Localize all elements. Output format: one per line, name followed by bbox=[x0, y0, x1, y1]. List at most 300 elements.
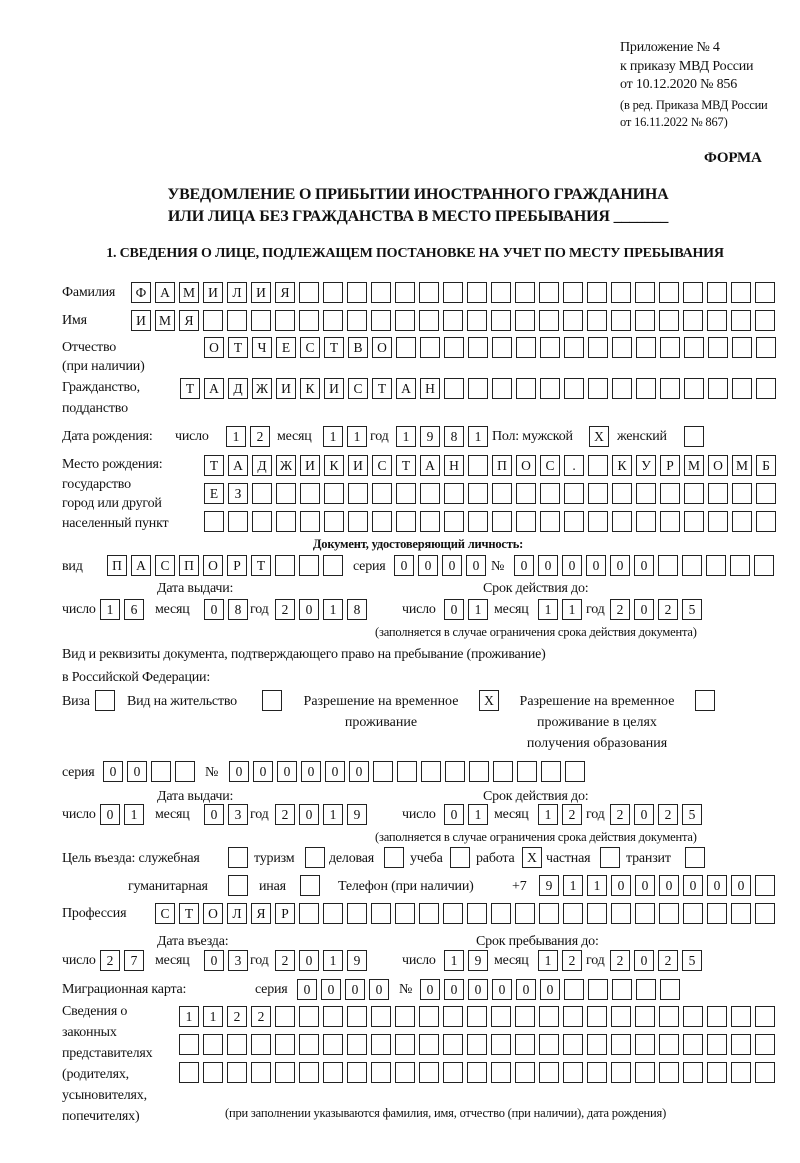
char-cell[interactable]: Ж bbox=[276, 455, 296, 476]
char-cell[interactable] bbox=[756, 483, 776, 504]
char-cell[interactable]: 2 bbox=[610, 599, 630, 620]
char-cell[interactable]: О bbox=[372, 337, 392, 358]
char-cell[interactable]: 0 bbox=[444, 804, 464, 825]
char-cell[interactable] bbox=[347, 1062, 367, 1083]
char-cell[interactable] bbox=[443, 903, 463, 924]
char-cell[interactable] bbox=[563, 1006, 583, 1027]
char-cell[interactable] bbox=[299, 1034, 319, 1055]
char-cell[interactable] bbox=[348, 483, 368, 504]
surname-field[interactable] bbox=[131, 282, 779, 304]
char-cell[interactable] bbox=[707, 903, 727, 924]
char-cell[interactable] bbox=[565, 761, 585, 782]
char-cell[interactable]: 0 bbox=[321, 979, 341, 1000]
char-cell[interactable] bbox=[203, 1062, 223, 1083]
char-cell[interactable]: Р bbox=[660, 455, 680, 476]
char-cell[interactable]: Е bbox=[276, 337, 296, 358]
char-cell[interactable] bbox=[443, 310, 463, 331]
char-cell[interactable] bbox=[444, 337, 464, 358]
char-cell[interactable] bbox=[635, 310, 655, 331]
char-cell[interactable]: Л bbox=[227, 903, 247, 924]
char-cell[interactable] bbox=[563, 903, 583, 924]
char-cell[interactable] bbox=[396, 483, 416, 504]
char-cell[interactable]: 0 bbox=[394, 555, 414, 576]
char-cell[interactable]: К bbox=[324, 455, 344, 476]
purpose-study-checkbox[interactable] bbox=[450, 847, 474, 869]
char-cell[interactable]: 1 bbox=[226, 426, 246, 447]
char-cell[interactable]: 1 bbox=[396, 426, 416, 447]
char-cell[interactable]: 0 bbox=[277, 761, 297, 782]
char-cell[interactable] bbox=[323, 1006, 343, 1027]
char-cell[interactable]: Е bbox=[204, 483, 224, 504]
temp-permit-checkbox[interactable] bbox=[479, 690, 503, 712]
citizenship-field[interactable] bbox=[180, 378, 780, 400]
char-cell[interactable] bbox=[564, 979, 584, 1000]
char-cell[interactable] bbox=[755, 1062, 775, 1083]
char-cell[interactable] bbox=[612, 979, 632, 1000]
id-issue-month-field[interactable] bbox=[204, 599, 252, 621]
char-cell[interactable]: 0 bbox=[418, 555, 438, 576]
char-cell[interactable]: Т bbox=[396, 455, 416, 476]
char-cell[interactable]: 1 bbox=[203, 1006, 223, 1027]
char-cell[interactable]: 1 bbox=[468, 426, 488, 447]
char-cell[interactable] bbox=[419, 903, 439, 924]
char-cell[interactable]: 2 bbox=[610, 950, 630, 971]
char-cell[interactable] bbox=[348, 511, 368, 532]
purpose-official-checkbox[interactable] bbox=[228, 847, 252, 869]
char-cell[interactable]: С bbox=[348, 378, 368, 399]
checkbox-cell[interactable] bbox=[684, 426, 704, 447]
id-issue-day-field[interactable] bbox=[100, 599, 148, 621]
char-cell[interactable]: 0 bbox=[301, 761, 321, 782]
char-cell[interactable]: К bbox=[300, 378, 320, 399]
char-cell[interactable] bbox=[635, 1034, 655, 1055]
char-cell[interactable] bbox=[707, 1006, 727, 1027]
char-cell[interactable]: У bbox=[636, 455, 656, 476]
char-cell[interactable]: Т bbox=[180, 378, 200, 399]
char-cell[interactable] bbox=[658, 555, 678, 576]
char-cell[interactable] bbox=[323, 1034, 343, 1055]
char-cell[interactable] bbox=[468, 378, 488, 399]
char-cell[interactable] bbox=[228, 511, 248, 532]
char-cell[interactable] bbox=[683, 1006, 703, 1027]
char-cell[interactable] bbox=[467, 1006, 487, 1027]
char-cell[interactable]: 9 bbox=[539, 875, 559, 896]
id-valid-month-field[interactable] bbox=[538, 599, 586, 621]
char-cell[interactable] bbox=[564, 378, 584, 399]
char-cell[interactable] bbox=[275, 310, 295, 331]
char-cell[interactable] bbox=[419, 282, 439, 303]
char-cell[interactable] bbox=[443, 1034, 463, 1055]
char-cell[interactable]: 1 bbox=[538, 804, 558, 825]
char-cell[interactable]: С bbox=[372, 455, 392, 476]
char-cell[interactable] bbox=[491, 1034, 511, 1055]
char-cell[interactable] bbox=[371, 282, 391, 303]
char-cell[interactable]: 1 bbox=[100, 599, 120, 620]
char-cell[interactable] bbox=[275, 1034, 295, 1055]
char-cell[interactable] bbox=[491, 1006, 511, 1027]
char-cell[interactable]: 1 bbox=[444, 950, 464, 971]
char-cell[interactable]: 1 bbox=[323, 950, 343, 971]
char-cell[interactable]: Я bbox=[275, 282, 295, 303]
char-cell[interactable] bbox=[563, 1034, 583, 1055]
char-cell[interactable]: 0 bbox=[444, 599, 464, 620]
char-cell[interactable] bbox=[467, 1062, 487, 1083]
birth-year-field[interactable] bbox=[396, 426, 492, 448]
stay-number-field[interactable] bbox=[229, 761, 589, 783]
char-cell[interactable]: О bbox=[708, 455, 728, 476]
char-cell[interactable]: 5 bbox=[682, 950, 702, 971]
char-cell[interactable] bbox=[539, 310, 559, 331]
char-cell[interactable] bbox=[371, 1062, 391, 1083]
char-cell[interactable] bbox=[347, 1034, 367, 1055]
char-cell[interactable] bbox=[468, 511, 488, 532]
char-cell[interactable] bbox=[324, 511, 344, 532]
char-cell[interactable]: 9 bbox=[347, 804, 367, 825]
name-field[interactable] bbox=[131, 310, 779, 332]
char-cell[interactable]: 0 bbox=[707, 875, 727, 896]
char-cell[interactable] bbox=[421, 761, 441, 782]
char-cell[interactable] bbox=[754, 555, 774, 576]
char-cell[interactable] bbox=[708, 337, 728, 358]
char-cell[interactable] bbox=[731, 1034, 751, 1055]
char-cell[interactable] bbox=[588, 337, 608, 358]
visa-checkbox[interactable] bbox=[95, 690, 119, 712]
char-cell[interactable] bbox=[227, 1062, 247, 1083]
sex-male-checkbox[interactable] bbox=[589, 426, 613, 448]
char-cell[interactable]: Ж bbox=[252, 378, 272, 399]
char-cell[interactable] bbox=[587, 310, 607, 331]
char-cell[interactable] bbox=[493, 761, 513, 782]
char-cell[interactable]: 0 bbox=[299, 950, 319, 971]
char-cell[interactable] bbox=[635, 282, 655, 303]
char-cell[interactable]: А bbox=[155, 282, 175, 303]
purpose-transit-checkbox[interactable] bbox=[685, 847, 709, 869]
char-cell[interactable] bbox=[612, 378, 632, 399]
char-cell[interactable] bbox=[611, 310, 631, 331]
entry-month-field[interactable] bbox=[204, 950, 252, 972]
char-cell[interactable] bbox=[683, 282, 703, 303]
char-cell[interactable] bbox=[467, 1034, 487, 1055]
char-cell[interactable] bbox=[203, 310, 223, 331]
migration-number-field[interactable] bbox=[420, 979, 684, 1001]
char-cell[interactable] bbox=[706, 555, 726, 576]
char-cell[interactable] bbox=[491, 1062, 511, 1083]
char-cell[interactable]: 7 bbox=[124, 950, 144, 971]
checkbox-cell[interactable] bbox=[95, 690, 115, 711]
char-cell[interactable] bbox=[347, 310, 367, 331]
char-cell[interactable]: 0 bbox=[610, 555, 630, 576]
char-cell[interactable] bbox=[588, 979, 608, 1000]
char-cell[interactable] bbox=[372, 483, 392, 504]
char-cell[interactable] bbox=[660, 979, 680, 1000]
char-cell[interactable] bbox=[659, 310, 679, 331]
char-cell[interactable] bbox=[179, 1062, 199, 1083]
char-cell[interactable] bbox=[660, 511, 680, 532]
char-cell[interactable] bbox=[732, 511, 752, 532]
char-cell[interactable] bbox=[300, 483, 320, 504]
char-cell[interactable]: А bbox=[204, 378, 224, 399]
char-cell[interactable]: 0 bbox=[229, 761, 249, 782]
char-cell[interactable] bbox=[347, 903, 367, 924]
char-cell[interactable] bbox=[347, 1006, 367, 1027]
char-cell[interactable]: 0 bbox=[127, 761, 147, 782]
char-cell[interactable] bbox=[516, 337, 536, 358]
char-cell[interactable] bbox=[323, 310, 343, 331]
birth-place-field-1[interactable] bbox=[204, 455, 780, 477]
char-cell[interactable]: 0 bbox=[731, 875, 751, 896]
char-cell[interactable]: М bbox=[179, 282, 199, 303]
char-cell[interactable]: 0 bbox=[100, 804, 120, 825]
char-cell[interactable]: 1 bbox=[323, 804, 343, 825]
id-valid-year-field[interactable] bbox=[610, 599, 706, 621]
char-cell[interactable] bbox=[373, 761, 393, 782]
char-cell[interactable] bbox=[251, 310, 271, 331]
entry-year-field[interactable] bbox=[275, 950, 371, 972]
char-cell[interactable]: 0 bbox=[345, 979, 365, 1000]
char-cell[interactable] bbox=[444, 511, 464, 532]
char-cell[interactable] bbox=[396, 337, 416, 358]
char-cell[interactable]: Т bbox=[204, 455, 224, 476]
checkbox-cell[interactable]: Х bbox=[589, 426, 609, 447]
char-cell[interactable]: М bbox=[732, 455, 752, 476]
char-cell[interactable] bbox=[468, 483, 488, 504]
char-cell[interactable] bbox=[203, 1034, 223, 1055]
char-cell[interactable]: П bbox=[492, 455, 512, 476]
char-cell[interactable]: 0 bbox=[538, 555, 558, 576]
char-cell[interactable] bbox=[419, 1034, 439, 1055]
char-cell[interactable]: 0 bbox=[540, 979, 560, 1000]
char-cell[interactable] bbox=[371, 1034, 391, 1055]
char-cell[interactable] bbox=[707, 1062, 727, 1083]
char-cell[interactable] bbox=[515, 282, 535, 303]
char-cell[interactable] bbox=[683, 1034, 703, 1055]
char-cell[interactable] bbox=[323, 1062, 343, 1083]
char-cell[interactable] bbox=[419, 310, 439, 331]
char-cell[interactable] bbox=[636, 378, 656, 399]
char-cell[interactable] bbox=[323, 282, 343, 303]
char-cell[interactable] bbox=[635, 1006, 655, 1027]
char-cell[interactable] bbox=[468, 337, 488, 358]
char-cell[interactable] bbox=[516, 511, 536, 532]
char-cell[interactable] bbox=[151, 761, 171, 782]
checkbox-cell[interactable] bbox=[384, 847, 404, 868]
char-cell[interactable]: 1 bbox=[468, 804, 488, 825]
char-cell[interactable]: 0 bbox=[634, 804, 654, 825]
char-cell[interactable] bbox=[444, 483, 464, 504]
char-cell[interactable]: Д bbox=[228, 378, 248, 399]
char-cell[interactable] bbox=[371, 1006, 391, 1027]
id-series-field[interactable] bbox=[394, 555, 490, 577]
char-cell[interactable] bbox=[684, 511, 704, 532]
char-cell[interactable] bbox=[636, 979, 656, 1000]
char-cell[interactable] bbox=[492, 483, 512, 504]
char-cell[interactable] bbox=[756, 337, 776, 358]
char-cell[interactable]: 0 bbox=[516, 979, 536, 1000]
char-cell[interactable] bbox=[252, 483, 272, 504]
char-cell[interactable] bbox=[515, 1034, 535, 1055]
char-cell[interactable]: А bbox=[228, 455, 248, 476]
char-cell[interactable]: 5 bbox=[682, 804, 702, 825]
char-cell[interactable] bbox=[347, 282, 367, 303]
char-cell[interactable] bbox=[588, 483, 608, 504]
stay-valid-month-field[interactable] bbox=[538, 804, 586, 826]
char-cell[interactable]: 0 bbox=[444, 979, 464, 1000]
char-cell[interactable]: Л bbox=[227, 282, 247, 303]
stay-issue-day-field[interactable] bbox=[100, 804, 148, 826]
char-cell[interactable] bbox=[611, 1034, 631, 1055]
char-cell[interactable]: 0 bbox=[634, 950, 654, 971]
char-cell[interactable] bbox=[516, 378, 536, 399]
char-cell[interactable] bbox=[420, 511, 440, 532]
char-cell[interactable]: 0 bbox=[349, 761, 369, 782]
char-cell[interactable]: Т bbox=[324, 337, 344, 358]
char-cell[interactable] bbox=[587, 903, 607, 924]
birth-day-field[interactable] bbox=[226, 426, 274, 448]
checkbox-cell[interactable]: Х bbox=[479, 690, 499, 711]
char-cell[interactable] bbox=[564, 511, 584, 532]
char-cell[interactable] bbox=[587, 1062, 607, 1083]
char-cell[interactable] bbox=[299, 1062, 319, 1083]
char-cell[interactable] bbox=[397, 761, 417, 782]
char-cell[interactable]: 1 bbox=[587, 875, 607, 896]
char-cell[interactable] bbox=[684, 337, 704, 358]
char-cell[interactable]: И bbox=[348, 455, 368, 476]
char-cell[interactable] bbox=[683, 1062, 703, 1083]
char-cell[interactable]: И bbox=[300, 455, 320, 476]
char-cell[interactable]: А bbox=[420, 455, 440, 476]
char-cell[interactable] bbox=[611, 1006, 631, 1027]
char-cell[interactable] bbox=[563, 310, 583, 331]
char-cell[interactable] bbox=[443, 1006, 463, 1027]
stay-issue-month-field[interactable] bbox=[204, 804, 252, 826]
char-cell[interactable]: 9 bbox=[420, 426, 440, 447]
char-cell[interactable] bbox=[492, 511, 512, 532]
char-cell[interactable] bbox=[755, 310, 775, 331]
char-cell[interactable] bbox=[611, 1062, 631, 1083]
char-cell[interactable]: 0 bbox=[204, 599, 224, 620]
char-cell[interactable]: 0 bbox=[514, 555, 534, 576]
char-cell[interactable] bbox=[587, 282, 607, 303]
char-cell[interactable] bbox=[469, 761, 489, 782]
char-cell[interactable]: 1 bbox=[562, 599, 582, 620]
char-cell[interactable]: Н bbox=[420, 378, 440, 399]
char-cell[interactable]: Р bbox=[275, 903, 295, 924]
char-cell[interactable]: 0 bbox=[683, 875, 703, 896]
char-cell[interactable]: 1 bbox=[563, 875, 583, 896]
char-cell[interactable] bbox=[731, 1006, 751, 1027]
char-cell[interactable] bbox=[517, 761, 537, 782]
char-cell[interactable]: 2 bbox=[658, 804, 678, 825]
char-cell[interactable]: 1 bbox=[323, 599, 343, 620]
char-cell[interactable] bbox=[275, 555, 295, 576]
char-cell[interactable] bbox=[684, 483, 704, 504]
char-cell[interactable] bbox=[491, 310, 511, 331]
char-cell[interactable] bbox=[227, 1034, 247, 1055]
char-cell[interactable] bbox=[636, 511, 656, 532]
char-cell[interactable] bbox=[467, 310, 487, 331]
char-cell[interactable] bbox=[730, 555, 750, 576]
char-cell[interactable]: 1 bbox=[323, 426, 343, 447]
char-cell[interactable]: 2 bbox=[562, 950, 582, 971]
char-cell[interactable] bbox=[756, 378, 776, 399]
char-cell[interactable] bbox=[395, 310, 415, 331]
char-cell[interactable] bbox=[371, 310, 391, 331]
char-cell[interactable] bbox=[683, 903, 703, 924]
representatives-field-3[interactable] bbox=[179, 1062, 779, 1084]
char-cell[interactable] bbox=[276, 511, 296, 532]
char-cell[interactable]: В bbox=[348, 337, 368, 358]
char-cell[interactable] bbox=[539, 1062, 559, 1083]
char-cell[interactable] bbox=[491, 282, 511, 303]
char-cell[interactable] bbox=[660, 378, 680, 399]
purpose-work-checkbox[interactable] bbox=[522, 847, 546, 869]
char-cell[interactable]: Р bbox=[227, 555, 247, 576]
char-cell[interactable] bbox=[300, 511, 320, 532]
char-cell[interactable]: Н bbox=[444, 455, 464, 476]
id-number-field[interactable] bbox=[514, 555, 778, 577]
char-cell[interactable] bbox=[467, 282, 487, 303]
char-cell[interactable]: С bbox=[300, 337, 320, 358]
char-cell[interactable]: 0 bbox=[420, 979, 440, 1000]
char-cell[interactable]: 8 bbox=[228, 599, 248, 620]
char-cell[interactable] bbox=[395, 282, 415, 303]
char-cell[interactable]: 2 bbox=[100, 950, 120, 971]
char-cell[interactable]: И bbox=[131, 310, 151, 331]
char-cell[interactable]: 2 bbox=[658, 950, 678, 971]
char-cell[interactable] bbox=[323, 903, 343, 924]
char-cell[interactable] bbox=[588, 511, 608, 532]
char-cell[interactable] bbox=[659, 1062, 679, 1083]
char-cell[interactable]: 0 bbox=[204, 804, 224, 825]
char-cell[interactable] bbox=[636, 483, 656, 504]
representatives-field-1[interactable] bbox=[179, 1006, 779, 1028]
char-cell[interactable]: 0 bbox=[297, 979, 317, 1000]
char-cell[interactable] bbox=[419, 1062, 439, 1083]
char-cell[interactable]: 6 bbox=[124, 599, 144, 620]
char-cell[interactable] bbox=[563, 1062, 583, 1083]
representatives-field-2[interactable] bbox=[179, 1034, 779, 1056]
char-cell[interactable]: 0 bbox=[635, 875, 655, 896]
char-cell[interactable] bbox=[175, 761, 195, 782]
char-cell[interactable] bbox=[732, 483, 752, 504]
char-cell[interactable] bbox=[539, 903, 559, 924]
char-cell[interactable] bbox=[275, 1006, 295, 1027]
char-cell[interactable] bbox=[540, 483, 560, 504]
char-cell[interactable] bbox=[611, 282, 631, 303]
char-cell[interactable]: 8 bbox=[444, 426, 464, 447]
char-cell[interactable] bbox=[251, 1062, 271, 1083]
char-cell[interactable]: 0 bbox=[299, 804, 319, 825]
id-valid-day-field[interactable] bbox=[444, 599, 492, 621]
char-cell[interactable]: 0 bbox=[103, 761, 123, 782]
char-cell[interactable]: 1 bbox=[538, 950, 558, 971]
stay-year-field[interactable] bbox=[610, 950, 706, 972]
checkbox-cell[interactable] bbox=[228, 875, 248, 896]
char-cell[interactable]: Я bbox=[179, 310, 199, 331]
char-cell[interactable] bbox=[468, 455, 488, 476]
char-cell[interactable] bbox=[419, 1006, 439, 1027]
char-cell[interactable]: . bbox=[564, 455, 584, 476]
char-cell[interactable] bbox=[179, 1034, 199, 1055]
char-cell[interactable]: Т bbox=[251, 555, 271, 576]
char-cell[interactable]: К bbox=[612, 455, 632, 476]
char-cell[interactable] bbox=[539, 1006, 559, 1027]
char-cell[interactable]: П bbox=[179, 555, 199, 576]
char-cell[interactable]: Б bbox=[756, 455, 776, 476]
char-cell[interactable]: И bbox=[276, 378, 296, 399]
char-cell[interactable]: 0 bbox=[634, 555, 654, 576]
char-cell[interactable]: М bbox=[155, 310, 175, 331]
